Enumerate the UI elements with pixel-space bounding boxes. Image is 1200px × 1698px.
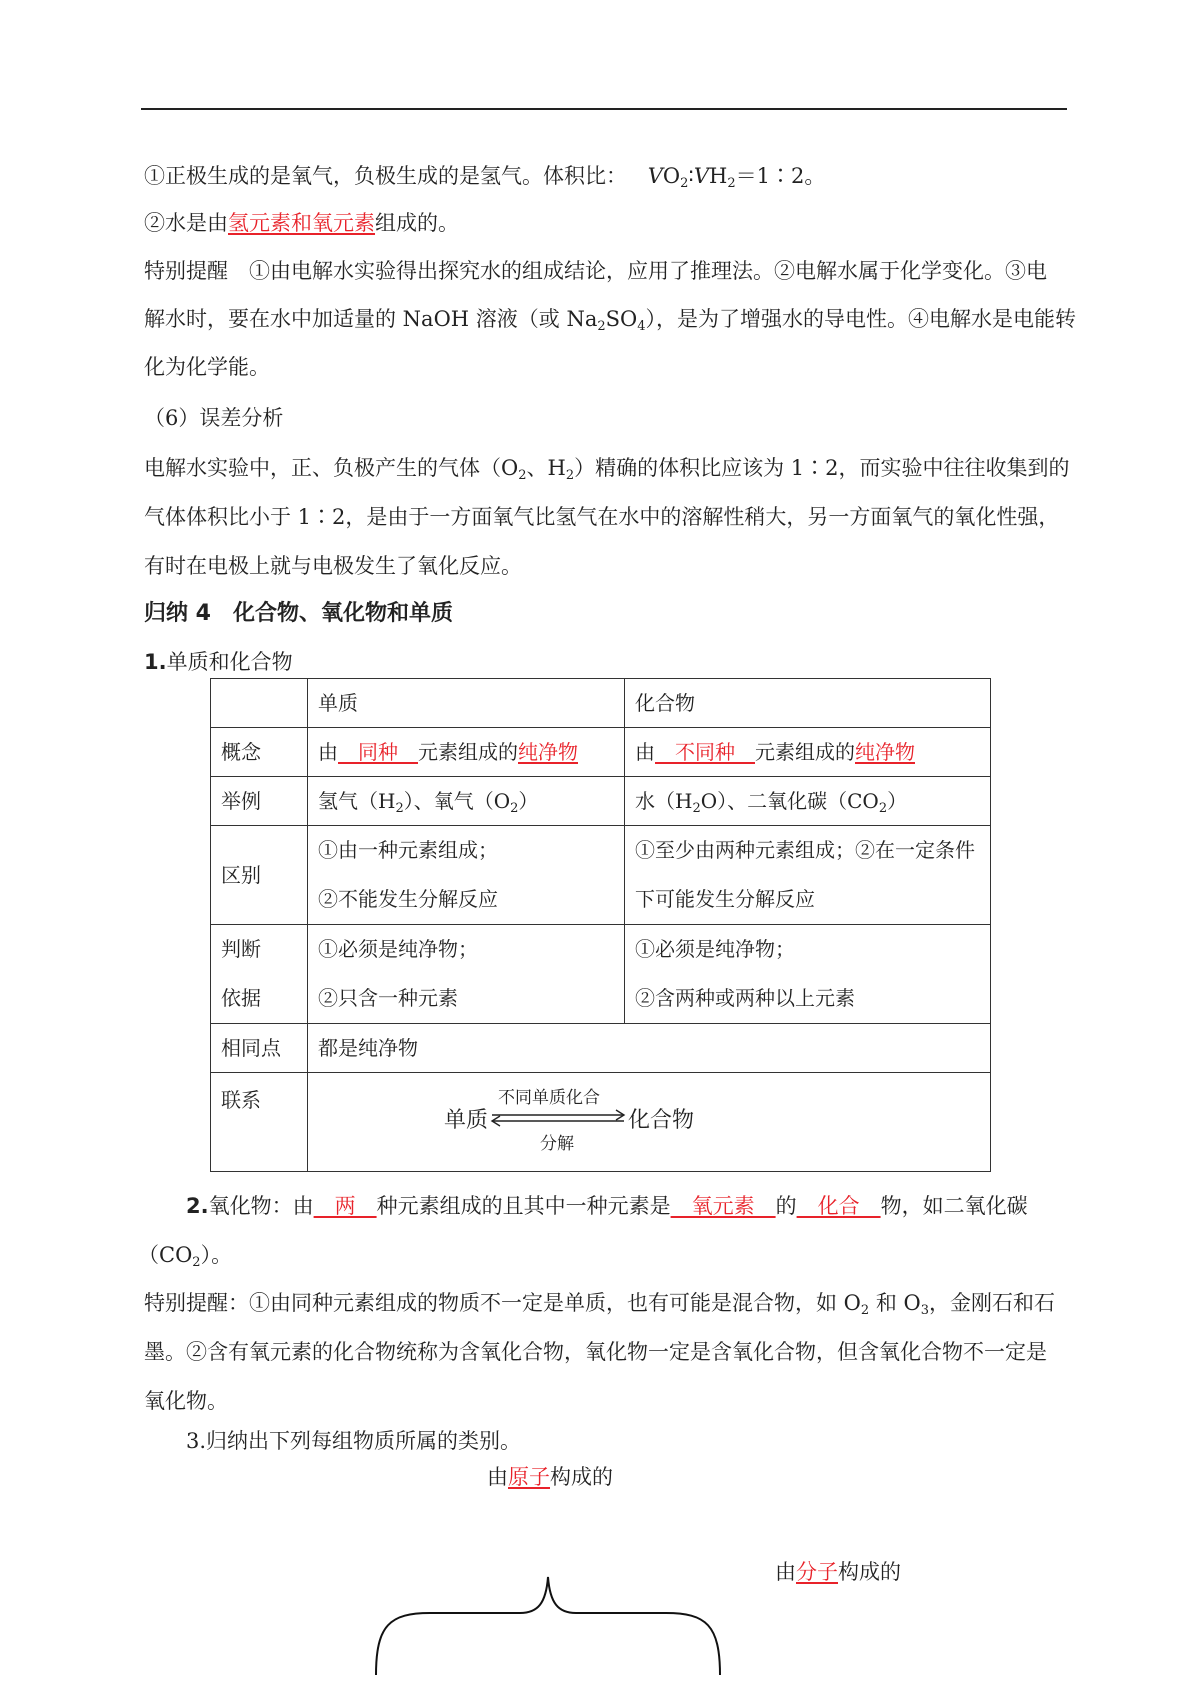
classification-brace — [370, 1495, 730, 1695]
text-segment: ） — [887, 789, 908, 813]
cell-line: 判断 — [221, 937, 261, 961]
table-cell — [308, 777, 625, 826]
relation-diagram — [318, 1073, 958, 1163]
relation-diagram-cell — [308, 1073, 991, 1172]
text-segment: 和 O — [869, 1291, 921, 1315]
text-segment: 由 — [318, 740, 338, 764]
subscript: 2 — [510, 801, 519, 816]
subsection-number: 1. — [144, 650, 167, 674]
subscript: 2 — [878, 801, 888, 816]
text-line: 化为化学能。 — [144, 355, 270, 379]
answer-fill: 同种 — [338, 740, 418, 764]
text-segment: O）、二氧化碳（CO — [700, 789, 879, 813]
text-segment: （CO — [138, 1243, 193, 1267]
text-segment: ）、氧气（O — [403, 789, 511, 813]
answer-fill: 氧元素 — [670, 1194, 776, 1218]
cell-line: 依据 — [221, 986, 261, 1010]
text-segment: ）。 — [200, 1243, 233, 1267]
text-segment: 种元素组成的且其中一种元素是 — [376, 1194, 671, 1218]
subscript: 2 — [597, 319, 606, 334]
text-line — [138, 1240, 232, 1270]
table-cell: 都是纯净物 — [308, 1024, 991, 1073]
table-row — [211, 679, 991, 728]
text-line: （6）误差分析 — [144, 406, 284, 430]
cell-line: ①必须是纯净物； — [318, 937, 478, 961]
text-line: 墨。②含有氧元素的化合物统称为含氧化合物，氧化物一定是含氧化合物，但含氧化合物不一定是 — [144, 1340, 1047, 1364]
text-line — [144, 208, 459, 238]
relation-left-label: 单质 — [444, 1108, 489, 1133]
text-line: 3.归纳出下列每组物质所属的类别。 — [186, 1429, 522, 1453]
relation-bottom-label: 分解 — [540, 1134, 574, 1154]
relation-top-label: 不同单质化合 — [498, 1088, 600, 1108]
row-label: 联系 — [211, 1073, 308, 1172]
text-segment: ∶ — [688, 164, 694, 188]
text-line — [144, 453, 1070, 483]
table-cell — [625, 826, 991, 925]
text-segment: 由 — [487, 1465, 508, 1489]
text-segment: V — [647, 164, 663, 188]
table-row — [211, 1073, 991, 1172]
table-cell — [625, 777, 991, 826]
row-label: 相同点 — [211, 1024, 308, 1073]
text-segment: H — [709, 164, 728, 188]
text-segment: 元素组成的 — [418, 740, 518, 764]
cell-line: ①至少由两种元素组成；②在一定条件 — [635, 838, 975, 862]
text-segment: 单质和化合物 — [166, 650, 293, 674]
row-label: 概念 — [211, 728, 308, 777]
cell-line: ②含两种或两种以上元素 — [635, 986, 855, 1010]
text-line: 气体体积比小于 1∶2，是由于一方面氧气比氢气在水中的溶解性稍大，另一方面氧气的氧化性强， — [144, 505, 1060, 529]
table-cell — [625, 728, 991, 777]
text-line — [186, 1191, 1028, 1221]
table-cell — [211, 679, 308, 728]
text-line — [144, 161, 825, 191]
text-segment: 氧化物：由 — [208, 1194, 314, 1218]
row-label: 区别 — [211, 826, 308, 925]
text-line: 氧化物。 — [144, 1389, 228, 1413]
text-segment: 的 — [775, 1194, 797, 1218]
table-row — [211, 826, 991, 925]
text-line: 特别提醒 ①由电解水实验得出探究水的组成结论，应用了推理法。②电解水属于化学变化。③电 — [144, 259, 1047, 283]
text-segment: 由 — [775, 1560, 796, 1584]
text-segment: V — [693, 164, 709, 188]
answer-fill: 纯净物 — [518, 740, 578, 764]
answer-fill: 原子 — [508, 1465, 550, 1489]
text-line — [144, 1288, 1055, 1318]
subscript: 2 — [395, 801, 404, 816]
text-segment: O — [662, 164, 681, 188]
answer-fill: 两 — [313, 1194, 377, 1218]
text-segment: 元素组成的 — [755, 740, 855, 764]
table-cell — [308, 826, 625, 925]
text-segment: ），是为了增强水的导电性。④电解水是电能转 — [645, 307, 1077, 331]
table-row — [211, 728, 991, 777]
subsection-title — [144, 647, 293, 677]
table-row — [211, 925, 991, 1024]
brace-label-right — [775, 1557, 901, 1587]
answer-fill: 纯净物 — [855, 740, 915, 764]
text-segment: SO — [605, 307, 638, 331]
subscript: 2 — [680, 176, 689, 191]
brace-label-top — [487, 1462, 613, 1492]
cell-line: ②只含一种元素 — [318, 986, 458, 1010]
subscript: 2 — [727, 176, 736, 191]
table-row — [211, 777, 991, 826]
text-segment: ＝1∶2。 — [735, 164, 826, 188]
cell-line: ①由一种元素组成； — [318, 838, 498, 862]
table-cell — [625, 925, 991, 1024]
table-cell — [308, 925, 625, 1024]
text-segment: ①正极生成的是氧气，负极生成的是氢气。体积比： — [144, 164, 627, 188]
text-segment: ） — [518, 789, 539, 813]
relation-right-label: 化合物 — [628, 1108, 695, 1133]
answer-fill: 氢元素和氧元素 — [228, 211, 375, 235]
text-segment: 电解水实验中，正、负极产生的气体（O — [144, 456, 519, 480]
table-row — [211, 1024, 991, 1073]
text-line: 有时在电极上就与电极发生了氧化反应。 — [144, 554, 522, 578]
text-segment: 由 — [635, 740, 655, 764]
brace-path — [376, 1577, 720, 1675]
text-segment: ）精确的体积比应该为 1∶2，而实验中往往收集到的 — [574, 456, 1070, 480]
text-segment: ，金刚石和石 — [929, 1291, 1056, 1315]
table-cell — [308, 728, 625, 777]
item-number: 2. — [186, 1194, 209, 1218]
answer-fill: 化合 — [796, 1194, 881, 1218]
subscript: 3 — [920, 1303, 930, 1318]
cell-line: ②不能发生分解反应 — [318, 887, 498, 911]
subscript: 2 — [565, 468, 575, 483]
text-segment: 解水时，要在水中加适量的 NaOH 溶液（或 Na — [144, 307, 598, 331]
subscript: 2 — [518, 468, 527, 483]
text-segment: 构成的 — [838, 1560, 901, 1584]
subscript: 2 — [692, 801, 701, 816]
comparison-table — [210, 678, 991, 1172]
text-segment: 水（H — [635, 789, 693, 813]
text-segment: 构成的 — [550, 1465, 613, 1489]
subscript: 2 — [192, 1255, 201, 1270]
cell-line: 下可能发生分解反应 — [635, 887, 815, 911]
subscript: 2 — [860, 1303, 870, 1318]
text-segment: 组成的。 — [375, 211, 459, 235]
table-header: 单质 — [308, 679, 625, 728]
row-label — [211, 925, 308, 1024]
answer-fill: 不同种 — [655, 740, 755, 764]
table-header: 化合物 — [625, 679, 991, 728]
header-rule — [141, 108, 1067, 110]
subscript: 4 — [637, 319, 646, 334]
text-segment: ②水是由 — [144, 211, 228, 235]
row-label: 举例 — [211, 777, 308, 826]
text-segment: 物，如二氧化碳 — [880, 1194, 1028, 1218]
text-segment: 氢气（H — [318, 789, 396, 813]
section-heading: 归纳 4 化合物、氧化物和单质 — [144, 601, 453, 626]
cell-line: ①必须是纯净物； — [635, 937, 795, 961]
answer-fill: 分子 — [796, 1560, 838, 1584]
text-segment: 、H — [526, 456, 566, 480]
text-line — [144, 304, 1076, 334]
text-segment: 特别提醒：①由同种元素组成的物质不一定是单质，也有可能是混合物，如 O — [144, 1291, 861, 1315]
